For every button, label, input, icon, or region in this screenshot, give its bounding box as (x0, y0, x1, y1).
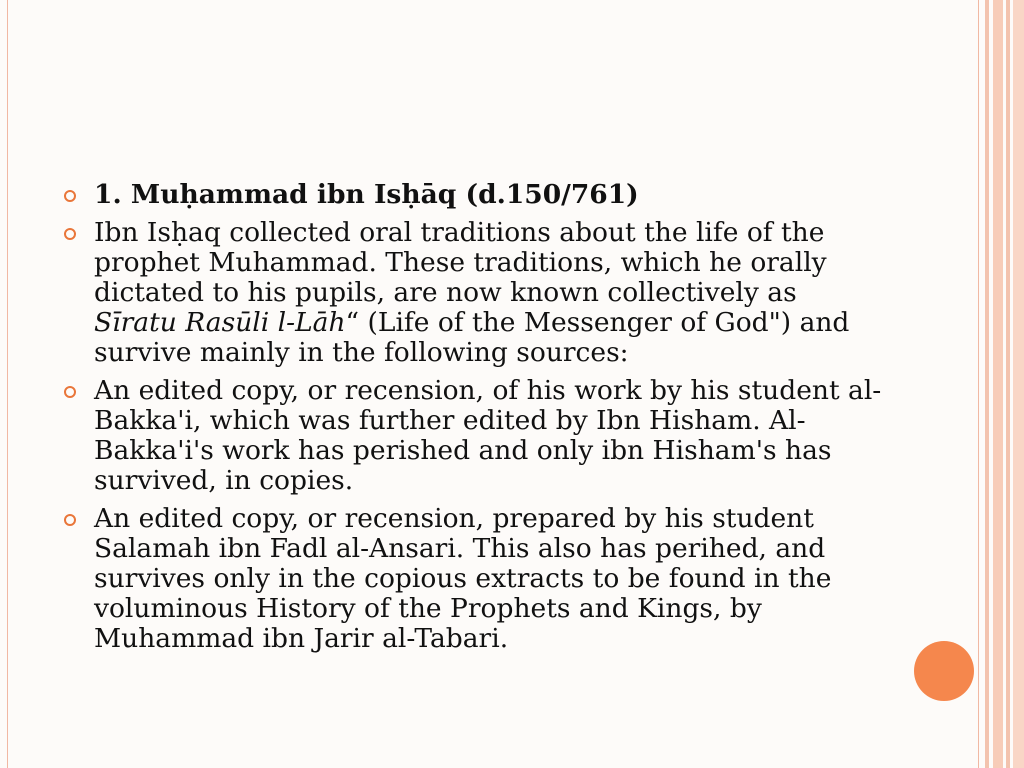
decorative-stripe (1006, 0, 1010, 768)
list-item-intro (62, 218, 882, 368)
bullet-icon (64, 514, 76, 526)
source-2-text: An edited copy, or recension, prepared by his student Salamah ibn Fadl al-Ansari. This also has perihed, and survives only in the copious extracts to be found in the voluminous History of the Prophets and Kings, by Muhammad ibn Jarir al-Tabari. (94, 503, 832, 654)
bullet-icon (64, 386, 76, 398)
bullet-icon (64, 228, 76, 240)
sira-title: Sīratu Rasūli l-Lāh (94, 307, 346, 338)
list-item-source-1 (62, 376, 882, 496)
accent-circle (914, 641, 974, 701)
bullet-list (62, 180, 882, 662)
list-item-source-2 (62, 504, 882, 654)
decorative-stripe (1013, 0, 1024, 768)
list-item-heading (62, 180, 882, 210)
left-frame-line (7, 0, 8, 768)
intro-text-start: Ibn Isḥaq collected oral traditions about the life of the prophet Muhammad. These traditions, which he orally dictated to his pupils, are now known collectively as (94, 217, 827, 308)
right-frame-line (978, 0, 979, 768)
slide-heading: 1. Muḥammad ibn Isḥāq (d.150/761) (94, 179, 639, 210)
intro-text-end: “ (Life of the Messenger of God") and survive mainly in the following sources: (94, 307, 850, 368)
source-1-text: An edited copy, or recension, of his work by his student al-Bakka'i, which was further edited by Ibn Hisham. Al-Bakka'i's work has perished and only ibn Hisham's has survived, in copies. (94, 375, 882, 496)
decorative-stripe (993, 0, 1003, 768)
decorative-stripe (985, 0, 989, 768)
bullet-icon (64, 190, 76, 202)
